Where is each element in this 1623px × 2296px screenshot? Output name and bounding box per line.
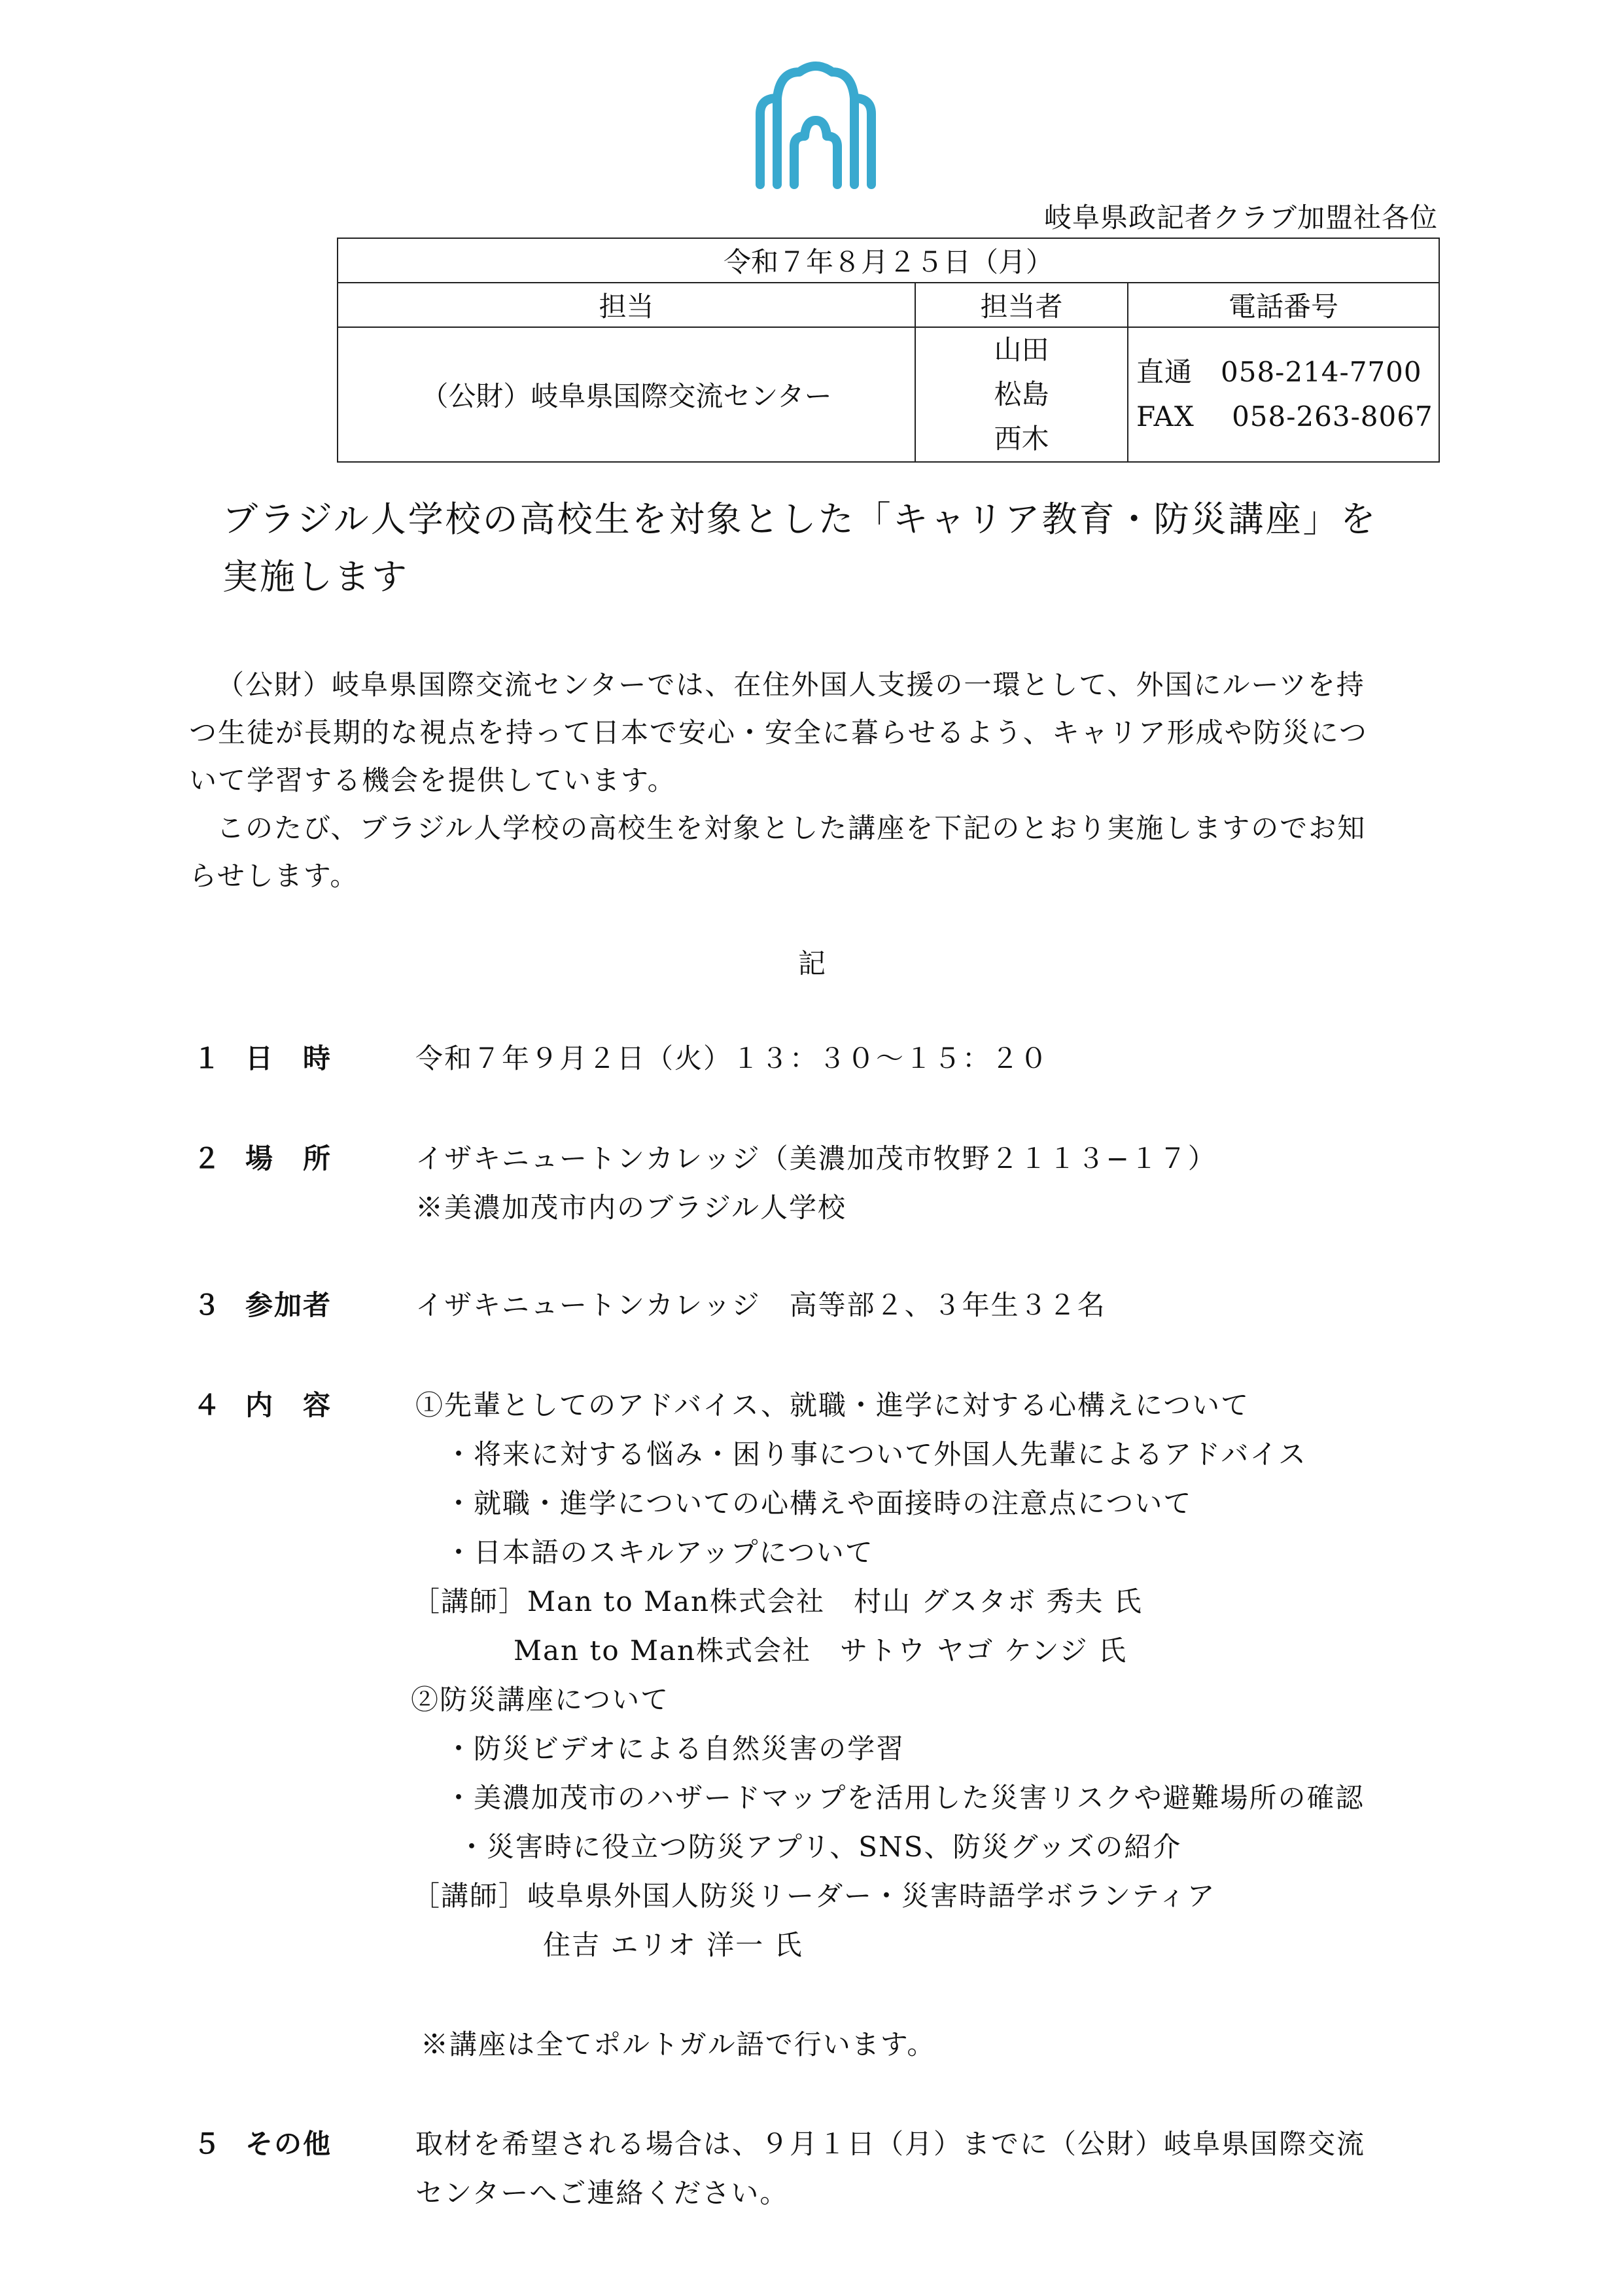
content-part1-title: ①先輩としてのアドバイス、就職・進学に対する心構えについて (415, 1389, 1250, 1421)
phone-numbers (1128, 327, 1439, 462)
other-line: センターへご連絡ください。 (415, 2177, 789, 2209)
release-date: 令和７年８月２５日（月） (338, 238, 1439, 283)
ki-marker: 記 (798, 947, 826, 980)
intro-line: らせします。 (189, 860, 359, 892)
header-staff: 担当者 (915, 283, 1128, 327)
headline-line: 実施します (222, 556, 409, 597)
item-label: その他 (245, 2128, 332, 2160)
item-number: ２ (193, 1142, 221, 1174)
content-note: ※講座は全てポルトガル語で行います。 (421, 2028, 936, 2060)
item-number: ４ (193, 1389, 221, 1421)
item-number: ５ (193, 2128, 221, 2160)
phone-fax: FAX 058-263-8067 (1136, 400, 1433, 433)
item-label: 参加者 (245, 1289, 332, 1321)
content-bullet: ・災害時に役立つ防災アプリ、SNS、防災グッズの紹介 (458, 1831, 1182, 1863)
organization-logo (754, 60, 878, 190)
intro-line: いて学習する機会を提供しています。 (189, 764, 676, 796)
place-note: ※美濃加茂市内のブラジル人学校 (415, 1192, 846, 1224)
participants-value: イザキニュートンカレッジ 高等部２、３年生３２名 (415, 1289, 1106, 1321)
recipients-line: 岐阜県政記者クラブ加盟社各位 (1043, 202, 1438, 234)
headline (222, 491, 1452, 606)
content-lecturer: ［講師］岐阜県外国人防災リーダー・災害時語学ボランティア (412, 1880, 1216, 1912)
content-bullet: ・防災ビデオによる自然災害の学習 (445, 1733, 905, 1765)
content-lecturer: 住吉 エリオ 洋一 氏 (543, 1929, 803, 1961)
staff-names (915, 327, 1128, 462)
content-bullet: ・美濃加茂市のハザードマップを活用した災害リスクや避難場所の確認 (445, 1782, 1365, 1814)
staff-name: 山田 (994, 334, 1049, 366)
contact-table (337, 238, 1440, 463)
item-label: 内 容 (245, 1389, 332, 1421)
datetime-value: 令和７年９月２日（火）１３：３０～１５：２０ (415, 1042, 1049, 1074)
item-number: １ (193, 1042, 221, 1074)
other-line: 取材を希望される場合は、９月１日（月）までに（公財）岐阜県国際交流 (415, 2128, 1366, 2160)
content-bullet: ・就職・進学についての心構えや面接時の注意点について (445, 1487, 1193, 1519)
place-value: イザキニュートンカレッジ（美濃加茂市牧野２１１３−１７） (415, 1142, 1217, 1174)
intro-line: このたび、ブラジル人学校の高校生を対象とした講座を下記のとおり実施しますのでお知 (217, 812, 1367, 844)
content-lecturer: Man to Man株式会社 サトウ ヤゴ ケンジ 氏 (514, 1634, 1127, 1667)
phone-direct: 直通 058-214-7700 (1136, 356, 1422, 388)
item-label: 場 所 (245, 1142, 332, 1174)
intro-paragraphs (189, 661, 1445, 900)
headline-line: ブラジル人学校の高校生を対象とした「キャリア教育・防災講座」を (222, 499, 1378, 540)
content-lecturer: ［講師］Man to Man株式会社 村山 グスタボ 秀夫 氏 (412, 1585, 1143, 1617)
staff-name: 西木 (994, 423, 1049, 455)
header-department: 担当 (338, 283, 915, 327)
intro-line: つ生徒が長期的な視点を持って日本で安心・安全に暮らせるよう、キャリア形成や防災につ (189, 716, 1368, 749)
content-bullet: ・日本語のスキルアップについて (445, 1536, 874, 1568)
content-bullet: ・将来に対する悩み・困り事について外国人先輩によるアドバイス (445, 1438, 1307, 1470)
organization-name: （公財）岐阜県国際交流センター (338, 327, 915, 462)
intro-line: （公財）岐阜県国際交流センターでは、在住外国人支援の一環として、外国にルーツを持 (217, 669, 1365, 701)
item-label: 日 時 (245, 1042, 332, 1074)
staff-name: 松島 (994, 378, 1049, 410)
item-number: ３ (193, 1289, 221, 1321)
header-phone: 電話番号 (1128, 283, 1439, 327)
content-part2-title: ②防災講座について (411, 1684, 670, 1716)
